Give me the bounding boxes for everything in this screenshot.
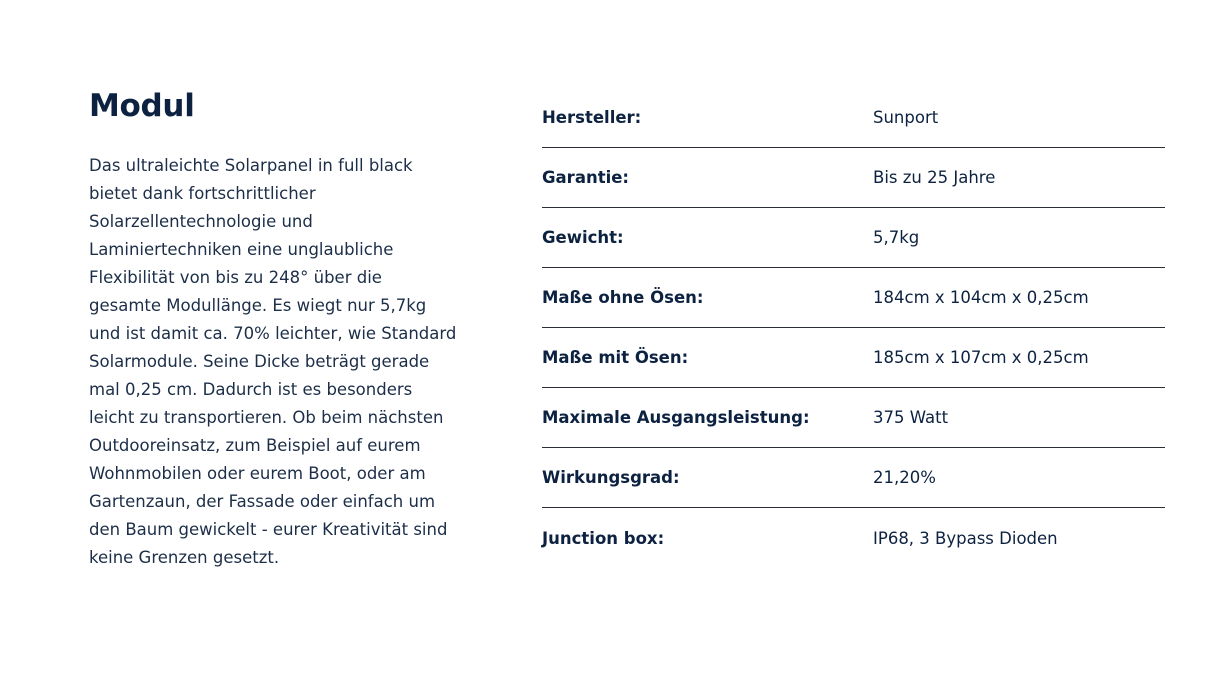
module-description: Das ultraleichte Solarpanel in full black bietet dank fortschrittlicher Solarzellentechnologie und Laminiertechniken eine unglaubliche Flexibilität von bis zu 248° über die gesamte Modullänge. Es wiegt nur 5,7kg und ist damit ca. 70% leichter, wie Standard Solarmodule. Seine Dicke beträgt gerade mal 0,25 cm. Dadurch ist es besonders leicht zu transportieren. Ob beim nächsten Outdooreinsatz, zum Beispiel auf eurem Wohnmobilen oder eurem Boot, oder am Gartenzaun, der Fassade oder einfach um den Baum gewickelt - eurer Kreativität sind keine Grenzen gesetzt. xyxy=(89,156,457,567)
spec-value: IP68, 3 Bypass Dioden xyxy=(873,528,1058,548)
spec-value: 5,7kg xyxy=(873,228,920,247)
spec-value: 21,20% xyxy=(873,468,936,487)
spec-value: Sunport xyxy=(873,108,939,127)
spec-value: 184cm x 104cm x 0,25cm xyxy=(873,288,1089,307)
spec-row-ausgangsleistung xyxy=(542,388,1165,448)
spec-label: Wirkungsgrad: xyxy=(542,468,680,487)
spec-table xyxy=(542,88,1165,568)
spec-label: Maße mit Ösen: xyxy=(542,348,689,367)
spec-row-wirkungsgrad xyxy=(542,448,1165,508)
spec-label: Gewicht: xyxy=(542,228,624,247)
spec-value: Bis zu 25 Jahre xyxy=(873,168,996,187)
spec-row-junction-box xyxy=(542,508,1165,568)
spec-row-masse-ohne-oesen xyxy=(542,268,1165,328)
module-title: Modul xyxy=(89,88,195,124)
spec-label: Junction box: xyxy=(542,528,665,548)
spec-label: Garantie: xyxy=(542,168,630,187)
spec-row-garantie xyxy=(542,148,1165,208)
spec-value: 185cm x 107cm x 0,25cm xyxy=(873,348,1089,367)
spec-value: 375 Watt xyxy=(873,408,949,427)
spec-label: Maße ohne Ösen: xyxy=(542,288,704,307)
spec-row-hersteller xyxy=(542,88,1165,148)
module-info-section xyxy=(89,86,459,572)
spec-label: Hersteller: xyxy=(542,108,642,127)
spec-row-masse-mit-oesen xyxy=(542,328,1165,388)
spec-label: Maximale Ausgangsleistung: xyxy=(542,408,810,427)
spec-row-gewicht xyxy=(542,208,1165,268)
